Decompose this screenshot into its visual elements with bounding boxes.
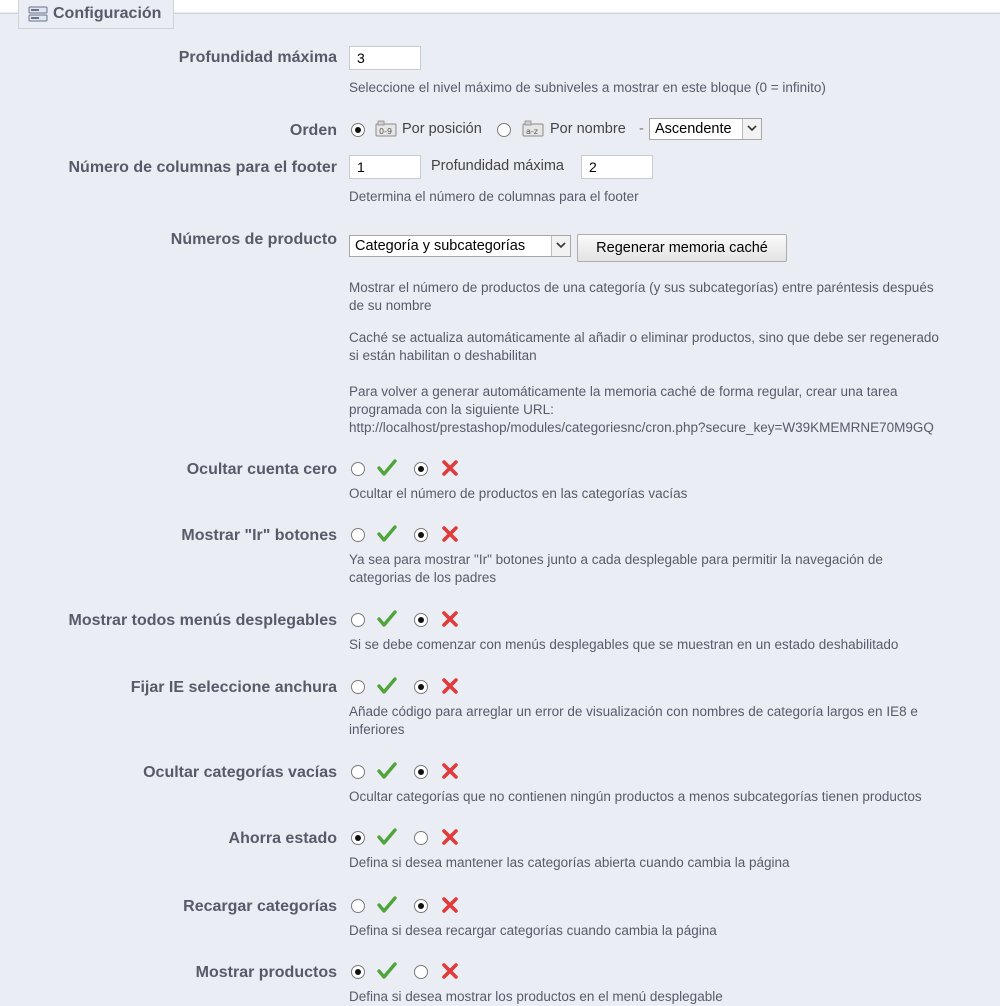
toggle-label: Ahorra estado [228,830,337,847]
toggle-label: Mostrar productos [195,964,337,981]
toggle-no-radio[interactable] [414,899,428,913]
toggle-help [349,551,989,587]
toggle-help [349,485,989,503]
toggle-label: Mostrar "Ir" botones [181,527,337,544]
footer-columns-input[interactable] [349,155,421,179]
help-line: Defina si desea mantener las categorías abierta cuando cambia la página [349,855,790,870]
product-numbers-help-3 [349,383,989,437]
toggle-label: Recargar categorías [183,898,337,915]
order-direction-value: Ascendente [655,121,732,137]
order-direction-select[interactable] [649,118,762,140]
help-line: Mostrar el número de productos de una categoría (y sus subcategorías) entre paréntesis después [349,280,934,295]
product-numbers-select[interactable] [349,235,571,257]
toggle-no-radio[interactable] [414,613,428,627]
help-line: Añade código para arreglar un error de visualización con nombres de categoría largos en IE8 e [349,704,918,719]
toggle-yes-radio[interactable] [351,462,365,476]
toggle-help [349,922,989,940]
toggle-no-radio[interactable] [414,765,428,779]
order-name-radio[interactable] [497,123,511,137]
help-line: Defina si desea mostrar los productos en el menú desplegable [349,989,723,1004]
cross-icon [441,677,459,700]
help-line: Ocultar categorías que no contienen ningún productos a menos subcategorías tienen productos [349,789,922,804]
chevron-down-icon [551,236,570,256]
cross-icon [441,828,459,851]
max-depth-help: Seleccione el nivel máximo de subniveles a mostrar en este bloque (0 = infinito) [349,80,826,95]
cross-icon [441,459,459,482]
help-line: Caché se actualiza automáticamente al añadir o eliminar productos, sino que debe ser regenerado [349,330,939,345]
footer-depth-input[interactable] [581,155,653,179]
toggle-yes-radio[interactable] [351,528,365,542]
toggle-no-radio[interactable] [414,831,428,845]
toggle-yes-radio[interactable] [351,965,365,979]
toggle-label: Mostrar todos menús desplegables [68,612,337,629]
regenerate-cache-button[interactable]: Regenerar memoria caché [577,234,787,262]
toggle-help [349,988,989,1006]
check-icon [377,459,397,482]
help-line: categorias de los padres [349,570,497,585]
cross-icon [441,962,459,985]
order-separator: - [639,121,644,137]
toggle-label: Fijar IE seleccione anchura [130,679,337,696]
fieldset-title: Configuración [53,5,162,22]
check-icon [377,896,397,919]
toggle-label: Ocultar cuenta cero [186,461,337,478]
cross-icon [441,610,459,633]
footer-columns-help: Determina el número de columnas para el footer [349,189,639,204]
fieldset-legend [18,0,174,29]
toggle-no-radio[interactable] [414,680,428,694]
help-line: Defina si desea recargar categorías cuando cambia la página [349,923,717,938]
cross-icon [441,525,459,548]
order-position-radio[interactable] [351,123,365,137]
toggle-no-radio[interactable] [414,528,428,542]
check-icon [377,677,397,700]
product-numbers-help-1 [349,279,989,315]
help-line: Para volver a generar automáticamente la memoria caché de forma regular, crear una tarea [349,384,898,399]
order-position-text: Por posición [402,121,482,137]
cross-icon [441,896,459,919]
help-line: de su nombre [349,298,432,313]
cross-icon [441,762,459,785]
help-line: Si se debe comenzar con menús desplegables que se muestran en un estado deshabilitado [349,637,899,652]
sort-alpha-icon [522,120,544,143]
svg-text:a-z: a-z [526,127,538,136]
product-numbers-help-2 [349,329,989,365]
product-numbers-label: Números de producto [170,231,337,248]
toggle-no-radio[interactable] [414,965,428,979]
order-name-text: Por nombre [550,121,626,137]
footer-columns-label: Número de columnas para el footer [68,159,337,176]
check-icon [377,828,397,851]
toggle-help [349,636,989,654]
toggle-yes-radio[interactable] [351,765,365,779]
server-settings-icon [28,6,48,22]
sort-position-icon [375,120,397,143]
check-icon [377,610,397,633]
product-numbers-value: Categoría y subcategorías [355,238,526,254]
help-line: Ocultar el número de productos en las categorías vacías [349,486,688,501]
footer-depth-label: Profundidad máxima [431,158,564,174]
check-icon [377,525,397,548]
max-depth-label: Profundidad máxima [178,49,337,66]
help-line: programada con la siguiente URL: [349,402,554,417]
check-icon [377,962,397,985]
check-icon [377,762,397,785]
help-line: si están habilitan o deshabilitan [349,348,537,363]
toggle-no-radio[interactable] [414,462,428,476]
order-label: Orden [289,122,337,139]
toggle-label: Ocultar categorías vacías [143,764,337,781]
svg-text:0-9: 0-9 [379,127,393,136]
toggle-help [349,703,989,739]
cron-url: http://localhost/prestashop/modules/categoriesnc/cron.php?secure_key=W39KMEMRNE70M9GQ [349,420,934,435]
toggle-yes-radio[interactable] [351,899,365,913]
toggle-help [349,854,989,872]
toggle-yes-radio[interactable] [351,613,365,627]
help-line: inferiores [349,722,405,737]
max-depth-input[interactable] [349,46,421,70]
chevron-down-icon [742,119,761,139]
toggle-yes-radio[interactable] [351,680,365,694]
toggle-yes-radio[interactable] [351,831,365,845]
toggle-help [349,788,989,806]
help-line: Ya sea para mostrar "Ir" botones junto a cada desplegable para permitir la navegación de [349,552,883,567]
